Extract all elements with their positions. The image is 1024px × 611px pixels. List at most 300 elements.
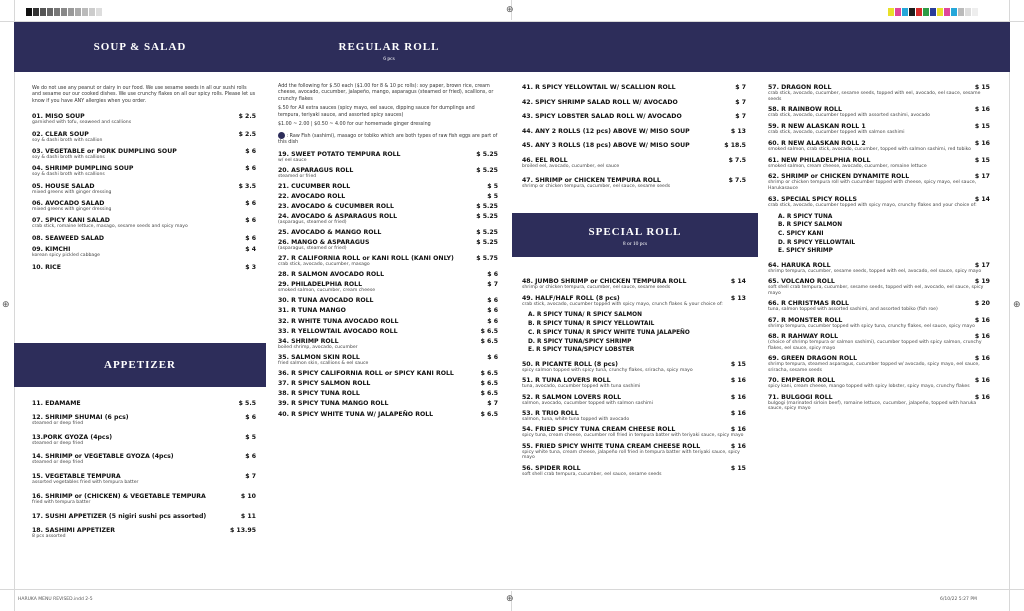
menu-item-price: $ 16 (974, 139, 990, 147)
menu-item (768, 157, 990, 170)
menu-item-price: $ 3 (245, 263, 256, 271)
menu-item (768, 84, 990, 102)
menu-item-description: salmon, avocado, cucumber topped with salmon sashimi (522, 400, 653, 406)
choice-option: A. R SPICY TUNA (778, 213, 833, 220)
menu-item-description: shrimp tempura, cucumber, sesame seeds, topped with eel, avocado, eel sauce, spicy mayo (768, 269, 982, 275)
trim-line-bottom (0, 589, 1024, 590)
menu-item-name: 20. ASPARAGUS ROLL (278, 166, 354, 174)
color-swatch (47, 8, 53, 16)
menu-item-name: 48. JUMBO SHRIMP or CHICKEN TEMPURA ROLL (522, 278, 687, 285)
menu-item-price: $ 7 (735, 84, 746, 91)
menu-item (522, 465, 746, 478)
menu-item-name: 06. AVOCADO SALAD (32, 200, 105, 208)
menu-item-name: 53. R TRIO ROLL (522, 409, 579, 417)
color-swatch (951, 8, 957, 16)
menu-item-name: 49. HALF/HALF ROLL (8 pcs) (522, 294, 620, 302)
menu-item-name: 16. SHRIMP or (CHICKEN) & VEGETABLE TEMPURA (32, 492, 206, 500)
menu-item-price: $ 6 (245, 148, 256, 156)
menu-item-name: 37. R SPICY SALMON ROLL (278, 380, 371, 387)
color-swatch (895, 8, 901, 16)
menu-item-price: $ 6 (487, 307, 498, 315)
menu-item-price: $ 6 (245, 414, 256, 421)
menu-item-name: 69. GREEN DRAGON ROLL (768, 355, 858, 363)
column-appetizer (32, 400, 256, 546)
menu-item-name: 56. SPIDER ROLL (522, 464, 581, 472)
menu-item-name: 28. R SALMON AVOCADO ROLL (278, 271, 385, 279)
menu-item-price: $ 5 (487, 182, 498, 190)
menu-item-name: 21. CUCUMBER ROLL (278, 182, 351, 190)
menu-item-price: $ 16 (974, 106, 990, 114)
column-regular-special (522, 84, 746, 197)
menu-item-price: $ 7 (245, 473, 256, 481)
menu-item-name: 11. EDAMAME (32, 400, 81, 407)
menu-item-name: 64. HARUKA ROLL (768, 262, 831, 270)
menu-item-description: tuna, avocado, cucumber topped with tuna sashimi (522, 384, 641, 390)
raw-fish-note (278, 132, 498, 147)
menu-item (768, 394, 990, 412)
menu-item (522, 443, 746, 461)
menu-item-name: 17. SUSHI APPETIZER (5 nigiri sushi pcs assorted) (32, 512, 207, 520)
menu-item-description: crab stick, avocado, cucumber topped with assorted sashimi, avocado (768, 113, 930, 119)
appetizer-title: APPETIZER (104, 359, 176, 371)
menu-item-price: $ 6 (245, 217, 256, 225)
menu-item (522, 394, 746, 407)
menu-item (32, 131, 256, 144)
color-swatch (930, 8, 936, 16)
menu-item (768, 262, 990, 275)
color-swatch (89, 8, 95, 16)
menu-item-name: 51. R TUNA LOVERS ROLL (522, 377, 611, 385)
menu-item (522, 177, 746, 190)
menu-item-description: 8 pcs assorted (32, 533, 66, 539)
menu-item-price: $ 15 (730, 464, 746, 472)
menu-item-description: steamed or fried (278, 173, 317, 179)
menu-item-price: $ 16 (974, 393, 990, 401)
menu-item (768, 123, 990, 136)
menu-item-description: (choice of shrimp tempura or salmon sashimi), cucumber topped with spicy salmon, crunchy flakes, eel sauce, spicy mayo (768, 340, 982, 351)
menu-item-description: shrimp or chicken tempura, cucumber, eel sauce, sesame seeds (522, 285, 671, 290)
menu-item-price: $ 15 (974, 156, 990, 164)
choice-option: B. R SPICY SALMON (778, 222, 843, 229)
menu-item (278, 229, 498, 236)
menu-item-description: crab stick, avocado, cucumber, sesame seeds, topped with eel, avocado, eel sauce, sesame seeds (768, 91, 981, 102)
menu-item-price: $ 6.5 (480, 327, 498, 335)
menu-item (32, 235, 256, 242)
top-right-banner (512, 22, 1010, 72)
menu-item-name: 07. SPICY KANI SALAD (32, 217, 110, 225)
menu-item-name: 63. SPECIAL SPICY ROLLS (768, 195, 857, 203)
menu-item-name: 58. R RAINBOW ROLL (768, 106, 842, 114)
menu-item (32, 113, 256, 126)
menu-item-price: $ 6 (245, 234, 256, 242)
menu-item (768, 300, 990, 313)
menu-item (32, 453, 256, 466)
menu-item-price: $ 5.25 (476, 213, 498, 221)
menu-item (32, 246, 256, 259)
menu-item (522, 113, 746, 120)
menu-item (768, 173, 990, 191)
menu-item-description: soft shell crab tempura, cucumber, eel sauce, sesame seeds (522, 471, 662, 477)
menu-item (278, 400, 498, 407)
special-roll-list (522, 278, 746, 307)
regular-roll-banner (266, 22, 512, 72)
allergy-note: We do not use any peanut or dairy in our food. We use sesame seeds in all our sushi rolls and sesame our our cooked dishes. We use crunchy flakes on all our spicy rolls. Please let us know if you have ANY allergies when you order. (32, 86, 256, 104)
menu-item-name: 05. HOUSE SALAD (32, 182, 95, 190)
menu-item-price: $ 15 (974, 123, 990, 131)
menu-item-price: $ 5 (487, 192, 498, 200)
menu-item-price: $ 18.5 (724, 142, 746, 149)
menu-item (522, 410, 746, 423)
menu-item (768, 106, 990, 119)
choice-option: E. R SPICY TUNA/SPICY LOBSTER (528, 347, 635, 354)
menu-item-description: crab stick, avocado, cucumber topped with spicy mayo, crunch flakes & your choice of: (522, 301, 723, 307)
menu-item-price: $ 16 (974, 377, 990, 385)
menu-item-price: $ 5.25 (476, 202, 498, 210)
trim-line-left (14, 0, 15, 611)
menu-item-description: korean spicy pickled cabbage (32, 253, 100, 259)
menu-item-description: steamed or deep fried (32, 421, 84, 426)
menu-item-price: $ 5 (245, 433, 256, 441)
menu-item-name: 24. AVOCADO & ASPARAGUS ROLL (278, 213, 398, 221)
color-swatch (54, 8, 60, 16)
color-swatch (902, 8, 908, 16)
menu-item-description: spicy salmon topped with spicy tuna, crunchy flakes, sriracha, spicy mayo (522, 367, 693, 373)
menu-item-description: (asparagus, steamed or fried) (278, 220, 347, 226)
menu-item (768, 355, 990, 373)
raw-fish-icon (278, 132, 285, 139)
menu-item (278, 354, 498, 367)
menu-item-description: w/ eel sauce (278, 157, 307, 163)
menu-item-name: 45. ANY 3 ROLLS (18 pcs) ABOVE W/ MISO SOUP (522, 142, 690, 149)
menu-item-name: 08. SEAWEED SALAD (32, 234, 104, 242)
menu-item-description: crab stick, romaine lettuce, masago, sesame seeds and spicy mayo (32, 224, 188, 230)
choice-option: B. R SPICY TUNA/ R SPICY YELLOWTAIL (528, 321, 655, 328)
menu-item-name: 10. RICE (32, 263, 61, 271)
menu-item-description: crab stick, avocado, cucumber topped with salmon sashimi (768, 130, 905, 136)
menu-item-price: $ 16 (730, 393, 746, 401)
menu-item-price: $ 16 (730, 442, 746, 450)
menu-item-price: $ 6 (487, 353, 498, 361)
footer-date-label: 6/10/22 5:27 PM (940, 597, 977, 602)
menu-item-name: 62. SHRIMP or CHICKEN DYNAMITE ROLL (768, 173, 910, 181)
special-roll-subtitle: 8 or 10 pcs (622, 241, 648, 247)
menu-item-name: 29. PHILADELPHIA ROLL (278, 281, 363, 289)
menu-item-price: $ 7 (735, 113, 746, 120)
special-roll-list-3 (768, 84, 990, 209)
menu-item-price: $ 17 (974, 262, 990, 270)
menu-item-price: $ 2.5 (238, 113, 256, 121)
menu-item-name: 68. R RAHWAY ROLL (768, 333, 839, 341)
menu-item-price: $ 5.25 (476, 150, 498, 158)
menu-item-name: 52. R SALMON LOVERS ROLL (522, 393, 622, 401)
menu-item-name: 13.PORK GYOZA (4pcs) (32, 433, 113, 441)
menu-item (32, 200, 256, 213)
special-roll-title: SPECIAL ROLL (588, 226, 682, 238)
menu-item (278, 411, 498, 418)
menu-item-name: 61. NEW PHILADELPHIA ROLL (768, 156, 871, 164)
menu-item (32, 148, 256, 161)
menu-item (278, 213, 498, 226)
menu-item-description: spicy tuna, cream cheese, cucumber roll fried in tempura batter with teriyaki sauce, spicy mayo (522, 433, 744, 439)
menu-item-description: shrimp tempura, cucumber topped with spicy tuna, crunchy flakes, eel sauce, spicy mayo (768, 323, 975, 329)
menu-item-description: garnished with tofu, seaweed and scallions (32, 120, 132, 126)
menu-item-price: $ 6 (245, 165, 256, 173)
menu-item-description: soy & dashi broth with scallions (32, 172, 105, 178)
column-soup-appetizer (32, 84, 256, 275)
menu-item-price: $ 20 (974, 300, 990, 308)
menu-item-name: 26. MANGO & ASPARAGUS (278, 239, 370, 247)
color-swatch (68, 8, 74, 16)
regular-roll-list-continued (522, 84, 746, 189)
menu-item-name: 67. R MONSTER ROLL (768, 316, 843, 324)
menu-item-description: shrimp or chicken tempura, cucumber, eel sauce, sesame seeds (522, 183, 671, 189)
menu-item-name: 57. DRAGON ROLL (768, 84, 832, 91)
menu-item-price: $ 4 (245, 246, 256, 254)
menu-item-description: steamed or deep fried (32, 460, 84, 466)
sauce-note: $.50 for All extra sauces (spicy mayo, eel sauce, dipping sauce for dumplings and tempura, teriyaki sauce, and assorted spicy sauces) (278, 106, 475, 118)
menu-item-name: 59. R NEW ALASKAN ROLL 1 (768, 123, 866, 131)
color-swatch (26, 8, 32, 16)
menu-item-price: $ 15 (730, 360, 746, 368)
menu-item-description: smoked salmon, cucumber, cream cheese (278, 288, 376, 294)
menu-item-description: mixed greens with ginger dressing (32, 207, 112, 213)
menu-item (278, 297, 498, 304)
menu-item-description: salmon, tuna, white tuna topped with avocado (522, 416, 630, 422)
registration-mark-icon: ⊕ (506, 5, 514, 15)
menu-item-description: soft shell crab tempura, cucumber, sesame seeds, topped with eel, avocado, eel sauce, spicy mayo (768, 285, 984, 297)
raw-fish-note-text: : Raw Fish (sashimi), masago or tobiko which are both types of raw fish eggs are part of this dish (278, 133, 498, 146)
choice-option: C. SPICY KANI (778, 230, 824, 237)
menu-item-name: 22. AVOCADO ROLL (278, 192, 346, 200)
menu-item-name: 66. R CHRISTMAS ROLL (768, 300, 849, 308)
menu-item-price: $ 19 (974, 278, 990, 286)
menu-item-name: 25. AVOCADO & MANGO ROLL (278, 229, 382, 237)
registration-mark-icon: ⊕ (2, 300, 10, 310)
menu-item-price: $ 7.5 (728, 156, 746, 164)
registration-mark-icon: ⊕ (506, 594, 514, 604)
menu-item-price: $ 7.5 (728, 176, 746, 184)
choice-option: D. R SPICY TUNA/SPICY SHRIMP (528, 338, 632, 345)
menu-item (522, 128, 746, 135)
menu-item-name: 12. SHRIMP SHUMAI (6 pcs) (32, 414, 129, 421)
menu-item-price: $ 7 (487, 400, 498, 408)
menu-item (278, 370, 498, 377)
choice-option: C. R SPICY TUNA/ R SPICY WHITE TUNA JALAPEÑO (528, 329, 690, 336)
menu-item (278, 239, 498, 252)
menu-item-price: $ 6 (245, 453, 256, 461)
menu-item-name: 02. CLEAR SOUP (32, 130, 89, 138)
menu-item-price: $ 6 (487, 271, 498, 279)
choice-option: A. R SPICY TUNA/ R SPICY SALMON (528, 312, 642, 319)
menu-item-price: $ 16 (974, 355, 990, 363)
regular-roll-subtitle: 6 pcs (383, 56, 395, 62)
menu-item-description: soy & dashi broth with scallion (32, 137, 103, 143)
menu-item-name: 46. EEL ROLL (522, 156, 568, 164)
trim-line-right (1009, 0, 1010, 611)
menu-item-name: 38. R SPICY TUNA ROLL (278, 390, 360, 398)
menu-item-description: fried salmon skin, scallions & eel sauce (278, 360, 369, 366)
menu-item-description: tuna, salmon topped with assorted sashimi, and assorted tobiko (fish roe) (768, 307, 938, 313)
menu-item-price: $ 6 (487, 297, 498, 305)
menu-item-price: $ 7 (735, 98, 746, 106)
menu-item-price: $ 16 (730, 409, 746, 417)
menu-item (32, 493, 256, 506)
column-special-roll (522, 278, 746, 481)
menu-item (32, 527, 256, 540)
menu-item (278, 390, 498, 397)
menu-item-name: 36. R SPICY CALIFORNIA ROLL or SPICY KANI ROLL (278, 369, 454, 377)
menu-item (522, 84, 746, 91)
menu-item (278, 338, 498, 351)
menu-item-description: fried with tempura batter (32, 499, 91, 505)
appetizer-list (32, 400, 256, 539)
menu-item (278, 281, 498, 294)
special-roll-list-2 (522, 361, 746, 477)
menu-item-name: 18. SASHIMI APPETIZER (32, 526, 115, 534)
menu-item (522, 426, 746, 439)
menu-item-name: 44. ANY 2 ROLLS (12 pcs) ABOVE W/ MISO SOUP (522, 127, 690, 135)
menu-item (32, 400, 256, 407)
soup-salad-list (32, 113, 256, 270)
color-swatch (82, 8, 88, 16)
menu-item (768, 377, 990, 390)
menu-item-price: $ 6 (487, 317, 498, 325)
menu-item-name: 39. R SPICY TUNA MANGO ROLL (278, 400, 389, 408)
menu-item (32, 414, 256, 427)
menu-item-name: 41. R SPICY YELLOWTAIL W/ SCALLION ROLL (522, 84, 676, 91)
dressing-note: $1.00 ~ 2.00 | $0.50 ~ 4.00 for our homemade ginger dressing (278, 122, 431, 128)
menu-item-name: 03. VEGETABLE or PORK DUMPLING SOUP (32, 148, 177, 156)
menu-item-description: smoked salmon, crab stick, avocado, cucumber, topped with salmon sashimi, red tobiko (768, 146, 971, 152)
menu-item-name: 40. R SPICY WHITE TUNA W/ JALAPEÑO ROLL (278, 410, 434, 418)
menu-item (768, 333, 990, 351)
menu-item-description: assorted vegetables fried with tempura batter (32, 480, 139, 486)
menu-item-name: 15. VEGETABLE TEMPURA (32, 473, 121, 481)
menu-item-price: $ 2.5 (238, 130, 256, 138)
menu-item-price: $ 15 (974, 84, 990, 91)
soup-salad-banner (14, 22, 266, 72)
regular-roll-list (278, 151, 498, 418)
registration-mark-icon: ⊕ (1013, 300, 1021, 310)
menu-item-name: 71. BULGOGI ROLL (768, 393, 833, 401)
menu-item-name: 23. AVOCADO & CUCUMBER ROLL (278, 202, 394, 210)
menu-item-name: 54. FRIED SPICY TUNA CREAM CHEESE ROLL (522, 426, 676, 434)
menu-item-description: bulgogi (marinated sirloin beef), romaine lettuce, cucumber, jalapeño, topped with haruka sauce, spicy mayo (768, 400, 977, 412)
menu-item (278, 203, 498, 210)
color-swatch (937, 8, 943, 16)
menu-item (768, 196, 990, 209)
menu-item (32, 473, 256, 486)
menu-item-price: $ 13 (730, 127, 746, 135)
menu-item (278, 318, 498, 325)
menu-item-description: smoked salmon, cream cheese, avocado, cucumber, romaine lettuce (768, 163, 927, 169)
menu-item-price: $ 5.25 (476, 239, 498, 247)
menu-item (768, 278, 990, 296)
color-swatch (96, 8, 102, 16)
menu-item-price: $ 5.25 (476, 229, 498, 237)
column-special-roll-continued (768, 84, 990, 416)
special-roll-list-4 (768, 262, 990, 412)
menu-item-description: crab stick, avocado, cucumber topped with spicy mayo, crunchy flakes and your choice of: (768, 202, 977, 208)
menu-item-name: 01. MISO SOUP (32, 113, 85, 121)
color-swatch (916, 8, 922, 16)
menu-item-price: $ 14 (730, 278, 746, 285)
menu-item-description: boiled shrimp, avocado, cucumber (278, 344, 358, 350)
menu-item-price: $ 16 (974, 316, 990, 324)
menu-item (278, 271, 498, 278)
menu-item-price: $ 7 (487, 281, 498, 289)
menu-item (522, 278, 746, 291)
menu-item-description: (asparagus, steamed or fried) (278, 246, 347, 252)
menu-item (522, 142, 746, 149)
menu-item (32, 513, 256, 520)
menu-item-name: 14. SHRIMP or VEGETABLE GYOZA (4pcs) (32, 453, 174, 461)
menu-item-price: $ 6 (245, 200, 256, 208)
color-swatch (61, 8, 67, 16)
color-swatch (909, 8, 915, 16)
special-roll-banner (512, 213, 758, 257)
soup-salad-title: SOUP & SALAD (93, 41, 187, 53)
menu-item-price: $ 3.5 (238, 182, 256, 190)
menu-item (768, 317, 990, 330)
menu-item-name: 35. SALMON SKIN ROLL (278, 353, 360, 361)
menu-item-name: 65. VOLCANO ROLL (768, 278, 835, 286)
add-on-note: Add the following for $.50 each ($1.00 for 8 & 10 pc rolls): soy paper, brown rice, cream cheese, avocado, cucumber, jalapeño, mango, asparagus (steamed or fried), scallions, or crunchy flakes (278, 84, 494, 102)
menu-item-price: $ 16 (974, 333, 990, 341)
menu-item-name: 27. R CALIFORNIA ROLL or KANI ROLL (KANI ONLY) (278, 255, 454, 263)
color-swatch (944, 8, 950, 16)
menu-item-price: $ 6.5 (480, 390, 498, 398)
menu-item (278, 255, 498, 268)
menu-item (32, 217, 256, 230)
menu-item (522, 361, 746, 374)
menu-item (32, 165, 256, 178)
menu-item-name: 42. SPICY SHRIMP SALAD ROLL W/ AVOCADO (522, 98, 678, 106)
menu-item-description: soy & dashi broth with scallions (32, 155, 105, 161)
column-regular-roll (278, 84, 498, 421)
menu-item-name: 04. SHRIMP DUMPLING SOUP (32, 165, 134, 173)
menu-item-description: steamed or deep fried (32, 440, 84, 446)
color-swatch (33, 8, 39, 16)
menu-item-price: $ 10 (240, 492, 256, 500)
menu-item (32, 264, 256, 271)
color-swatch (75, 8, 81, 16)
choice-option: D. R SPICY YELLOWTAIL (778, 239, 856, 246)
menu-item-price: $ 17 (974, 173, 990, 181)
menu-item-description: spicy kani, cream cheese, mango topped with spicy lobster, spicy mayo, crunchy flakes (768, 384, 970, 390)
menu-item-description: crab stick, avocado, cucumber, masago (278, 262, 370, 268)
color-swatch (923, 8, 929, 16)
menu-item-price: $ 5.5 (238, 400, 256, 407)
menu-item-name: 33. R YELLOWTAIL AVOCADO ROLL (278, 327, 398, 335)
menu-item-name: 55. FRIED SPICY WHITE TUNA CREAM CHEESE ROLL (522, 442, 701, 450)
menu-item (522, 99, 746, 106)
menu-item (768, 140, 990, 153)
menu-item (278, 380, 498, 387)
color-swatch (40, 8, 46, 16)
menu-item (278, 151, 498, 164)
menu-item-price: $ 11 (240, 512, 256, 520)
color-swatch (972, 8, 978, 16)
menu-item-name: 43. SPICY LOBSTER SALAD ROLL W/ AVOCADO (522, 113, 682, 120)
appetizer-banner (14, 343, 266, 387)
menu-item-description: shrimp tempura, steamed asparagus, cucumber topped w/ avocado, spicy mayo, eel sauce, sriracha, sesame seeds (768, 362, 980, 373)
color-swatch (958, 8, 964, 16)
menu-item (32, 183, 256, 196)
menu-item-description: shrimp or chicken tempura roll with cucumber topped with cheese, spicy mayo, eel sauce, Harukasauce (768, 180, 977, 192)
menu-item (278, 183, 498, 190)
color-swatch (965, 8, 971, 16)
